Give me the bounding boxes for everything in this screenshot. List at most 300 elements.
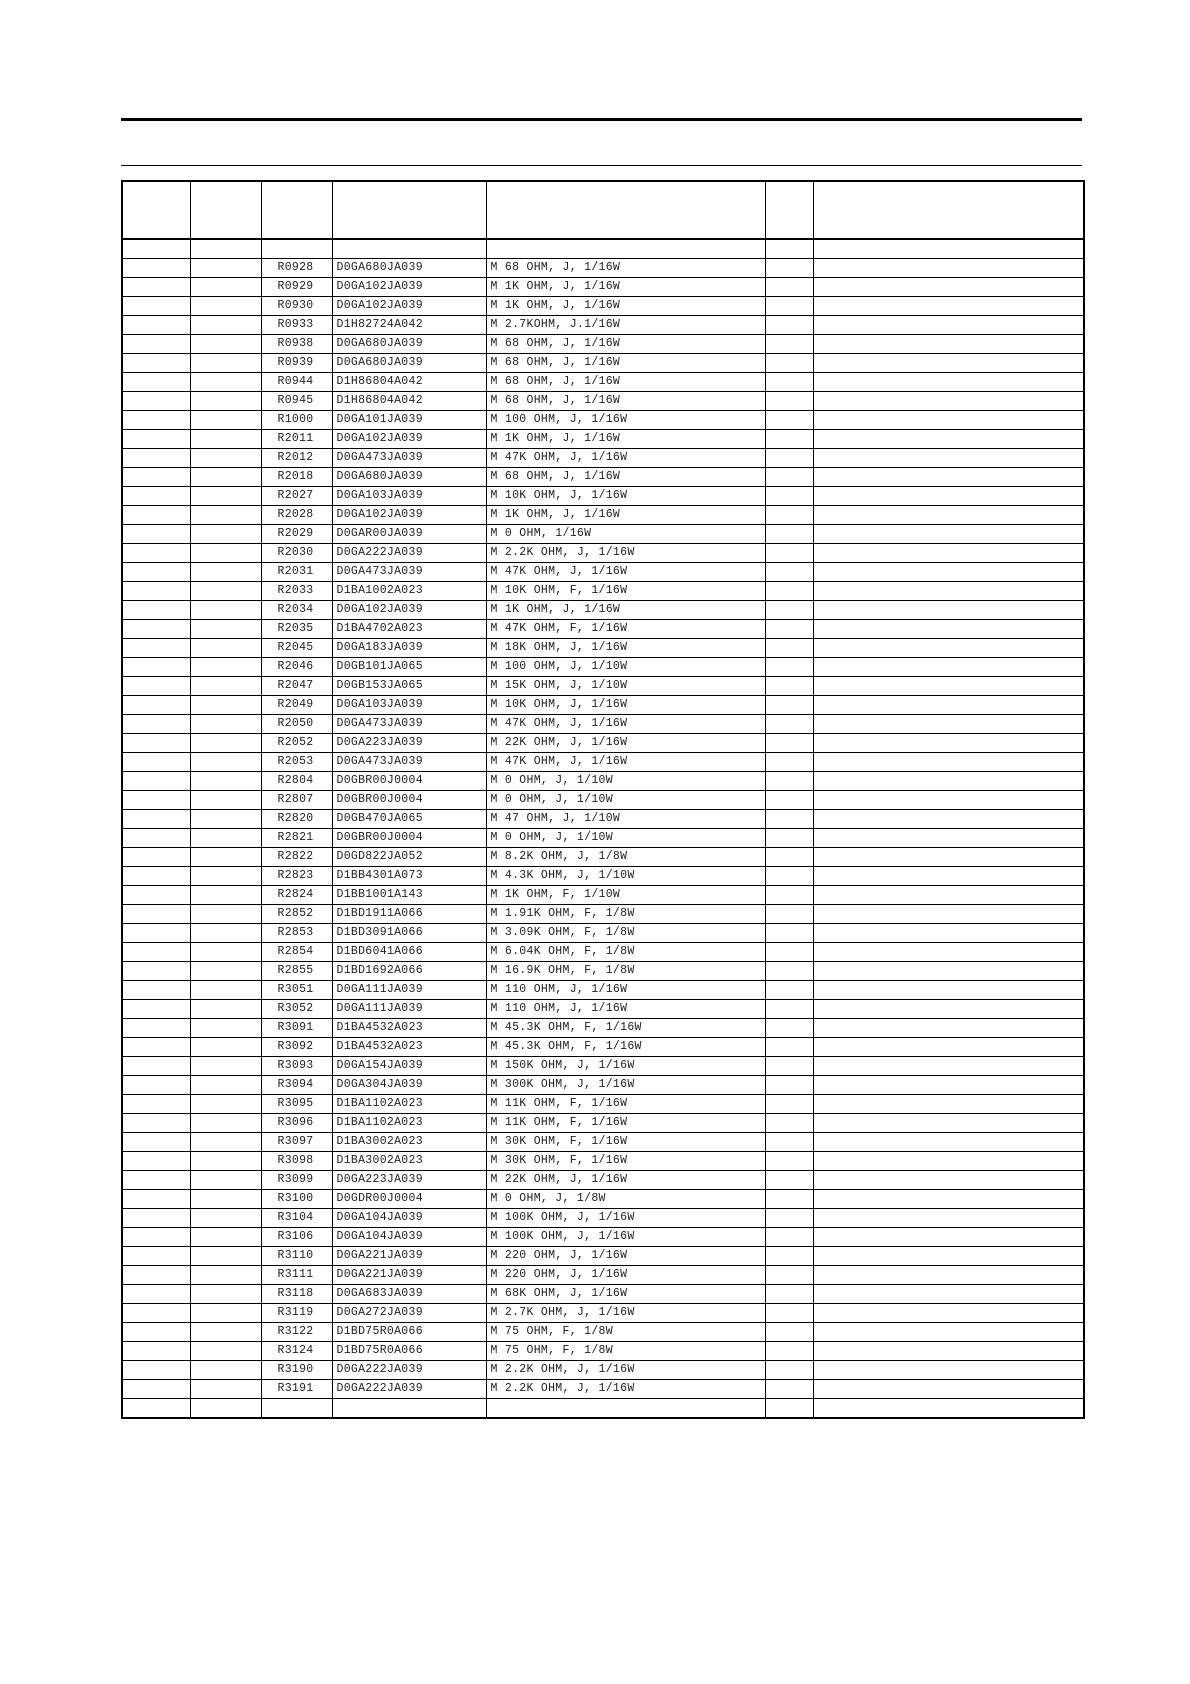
description-cell: M 47 OHM, J, 1/10W (486, 810, 765, 829)
table-row (122, 373, 1084, 392)
description-cell: M 15K OHM, J, 1/10W (486, 677, 765, 696)
empty-cell (122, 506, 190, 525)
table-row (122, 1380, 1084, 1399)
empty-cell (122, 905, 190, 924)
empty-cell (190, 449, 261, 468)
empty-cell (813, 962, 1084, 981)
table-row (122, 734, 1084, 753)
table-row (122, 1076, 1084, 1095)
table-row (122, 1285, 1084, 1304)
description-cell: M 16.9K OHM, F, 1/8W (486, 962, 765, 981)
empty-cell (122, 696, 190, 715)
part-no-cell: D1BA4532A023 (332, 1019, 486, 1038)
empty-cell (813, 544, 1084, 563)
empty-cell (765, 1209, 813, 1228)
header-cell-6 (765, 181, 813, 239)
empty-cell (190, 1171, 261, 1190)
description-cell: M 0 OHM, J, 1/10W (486, 772, 765, 791)
ref-no-cell: R0938 (261, 335, 332, 354)
empty-cell (765, 848, 813, 867)
empty-cell (765, 582, 813, 601)
empty-cell (122, 1285, 190, 1304)
top-rule-thin (121, 165, 1082, 166)
ref-no-cell: R3092 (261, 1038, 332, 1057)
empty-cell (813, 943, 1084, 962)
table-row (122, 772, 1084, 791)
table-row (122, 1209, 1084, 1228)
empty-cell (813, 658, 1084, 677)
empty-cell (190, 1152, 261, 1171)
empty-cell (190, 810, 261, 829)
description-cell: M 47K OHM, F, 1/16W (486, 620, 765, 639)
part-no-cell: D0GA104JA039 (332, 1209, 486, 1228)
description-cell: M 0 OHM, J, 1/10W (486, 791, 765, 810)
table-row (122, 639, 1084, 658)
description-cell: M 68 OHM, J, 1/16W (486, 335, 765, 354)
table-row (122, 1228, 1084, 1247)
description-cell: M 1.91K OHM, F, 1/8W (486, 905, 765, 924)
table-row (122, 601, 1084, 620)
ref-no-cell: R0945 (261, 392, 332, 411)
part-no-cell: D0GB101JA065 (332, 658, 486, 677)
table-row (122, 563, 1084, 582)
empty-cell (765, 544, 813, 563)
empty-cell (813, 316, 1084, 335)
empty-cell (765, 1095, 813, 1114)
table-row (122, 791, 1084, 810)
description-cell: M 68K OHM, J, 1/16W (486, 1285, 765, 1304)
ref-no-cell: R1000 (261, 411, 332, 430)
table-row (122, 1247, 1084, 1266)
empty-cell (813, 506, 1084, 525)
table-row (122, 1152, 1084, 1171)
empty-cell (122, 487, 190, 506)
empty-cell (190, 1038, 261, 1057)
part-no-cell: D1H82724A042 (332, 316, 486, 335)
empty-cell (190, 1000, 261, 1019)
empty-cell (813, 848, 1084, 867)
empty-cell (765, 791, 813, 810)
empty-cell (765, 430, 813, 449)
ref-no-cell: R2852 (261, 905, 332, 924)
empty-cell (813, 449, 1084, 468)
empty-cell (190, 1190, 261, 1209)
ref-no-cell: R0930 (261, 297, 332, 316)
empty-cell (813, 1266, 1084, 1285)
empty-cell (765, 1057, 813, 1076)
description-cell: M 220 OHM, J, 1/16W (486, 1247, 765, 1266)
empty-cell (122, 1019, 190, 1038)
empty-cell (122, 753, 190, 772)
table-header-row (122, 181, 1084, 239)
empty-cell (332, 1399, 486, 1419)
ref-no-cell: R2053 (261, 753, 332, 772)
part-no-cell: D1BD1692A066 (332, 962, 486, 981)
ref-no-cell: R2029 (261, 525, 332, 544)
description-cell: M 30K OHM, F, 1/16W (486, 1152, 765, 1171)
empty-cell (122, 1266, 190, 1285)
empty-cell (813, 297, 1084, 316)
empty-cell (765, 297, 813, 316)
empty-cell (765, 1399, 813, 1419)
empty-cell (122, 1190, 190, 1209)
empty-cell (122, 1152, 190, 1171)
empty-cell (765, 278, 813, 297)
empty-cell (190, 1342, 261, 1361)
empty-cell (122, 525, 190, 544)
ref-no-cell: R3111 (261, 1266, 332, 1285)
table-row (122, 1342, 1084, 1361)
empty-cell (813, 1076, 1084, 1095)
empty-cell (122, 468, 190, 487)
description-cell: M 100K OHM, J, 1/16W (486, 1228, 765, 1247)
empty-cell (813, 601, 1084, 620)
empty-cell (813, 1228, 1084, 1247)
description-cell: M 100 OHM, J, 1/10W (486, 658, 765, 677)
empty-cell (765, 354, 813, 373)
empty-cell (122, 715, 190, 734)
part-no-cell: D1BA4532A023 (332, 1038, 486, 1057)
description-cell: M 1K OHM, J, 1/16W (486, 278, 765, 297)
empty-cell (813, 1000, 1084, 1019)
empty-cell (813, 1171, 1084, 1190)
table-row (122, 924, 1084, 943)
ref-no-cell: R3118 (261, 1285, 332, 1304)
ref-no-cell: R3190 (261, 1361, 332, 1380)
empty-cell (813, 1095, 1084, 1114)
ref-no-cell: R2046 (261, 658, 332, 677)
empty-cell (813, 1190, 1084, 1209)
empty-cell (190, 316, 261, 335)
part-no-cell: D1BD3091A066 (332, 924, 486, 943)
empty-cell (122, 791, 190, 810)
part-no-cell: D1BA1102A023 (332, 1095, 486, 1114)
empty-cell (190, 1323, 261, 1342)
description-cell: M 300K OHM, J, 1/16W (486, 1076, 765, 1095)
table-footer-row (122, 1399, 1084, 1419)
empty-cell (122, 1038, 190, 1057)
empty-cell (813, 753, 1084, 772)
ref-no-cell: R2824 (261, 886, 332, 905)
table-row (122, 525, 1084, 544)
header-cell-3 (261, 181, 332, 239)
part-no-cell: D0GA221JA039 (332, 1247, 486, 1266)
empty-cell (122, 924, 190, 943)
empty-cell (190, 1399, 261, 1419)
empty-cell (190, 981, 261, 1000)
empty-cell (765, 1285, 813, 1304)
empty-cell (765, 734, 813, 753)
empty-cell (765, 1247, 813, 1266)
description-cell: M 220 OHM, J, 1/16W (486, 1266, 765, 1285)
empty-cell (190, 411, 261, 430)
empty-cell (190, 487, 261, 506)
part-no-cell: D0GA104JA039 (332, 1228, 486, 1247)
part-no-cell: D0GA683JA039 (332, 1285, 486, 1304)
empty-cell (813, 1133, 1084, 1152)
table-row (122, 829, 1084, 848)
empty-cell (122, 1000, 190, 1019)
empty-cell (122, 1171, 190, 1190)
empty-cell (813, 829, 1084, 848)
ref-no-cell: R2012 (261, 449, 332, 468)
empty-cell (813, 582, 1084, 601)
empty-cell (122, 1361, 190, 1380)
empty-cell (190, 620, 261, 639)
part-no-cell: D0GA222JA039 (332, 1361, 486, 1380)
empty-cell (190, 1057, 261, 1076)
part-no-cell: D0GA103JA039 (332, 487, 486, 506)
description-cell: M 2.2K OHM, J, 1/16W (486, 544, 765, 563)
part-no-cell: D0GDR00J0004 (332, 1190, 486, 1209)
empty-cell (813, 1114, 1084, 1133)
empty-cell (813, 924, 1084, 943)
table-row (122, 658, 1084, 677)
empty-cell (765, 677, 813, 696)
ref-no-cell: R2823 (261, 867, 332, 886)
table-row (122, 335, 1084, 354)
empty-cell (765, 696, 813, 715)
table-row (122, 848, 1084, 867)
empty-cell (122, 1247, 190, 1266)
ref-no-cell: R0933 (261, 316, 332, 335)
ref-no-cell: R2011 (261, 430, 332, 449)
table-row (122, 506, 1084, 525)
part-no-cell: D1BA3002A023 (332, 1152, 486, 1171)
table-row (122, 449, 1084, 468)
description-cell: M 30K OHM, F, 1/16W (486, 1133, 765, 1152)
ref-no-cell: R2047 (261, 677, 332, 696)
description-cell: M 3.09K OHM, F, 1/8W (486, 924, 765, 943)
ref-no-cell: R3052 (261, 1000, 332, 1019)
empty-cell (765, 1361, 813, 1380)
part-no-cell: D0GAR00JA039 (332, 525, 486, 544)
description-cell: M 47K OHM, J, 1/16W (486, 753, 765, 772)
part-no-cell: D0GA111JA039 (332, 1000, 486, 1019)
description-cell: M 75 OHM, F, 1/8W (486, 1342, 765, 1361)
empty-cell (813, 1209, 1084, 1228)
table-row (122, 1304, 1084, 1323)
empty-cell (813, 1304, 1084, 1323)
ref-no-cell: R2050 (261, 715, 332, 734)
empty-cell (813, 620, 1084, 639)
description-cell: M 68 OHM, J, 1/16W (486, 373, 765, 392)
description-cell: M 2.7KOHM, J.1/16W (486, 316, 765, 335)
table-row (122, 278, 1084, 297)
ref-no-cell: R2822 (261, 848, 332, 867)
empty-cell (813, 1057, 1084, 1076)
empty-cell (765, 601, 813, 620)
table-row (122, 430, 1084, 449)
empty-cell (765, 639, 813, 658)
empty-cell (190, 1133, 261, 1152)
empty-cell (190, 886, 261, 905)
empty-cell (813, 430, 1084, 449)
empty-cell (190, 1247, 261, 1266)
empty-cell (765, 620, 813, 639)
table-row (122, 487, 1084, 506)
empty-cell (813, 677, 1084, 696)
description-cell: M 18K OHM, J, 1/16W (486, 639, 765, 658)
empty-cell (765, 468, 813, 487)
ref-no-cell: R2031 (261, 563, 332, 582)
ref-no-cell: R2804 (261, 772, 332, 791)
ref-no-cell: R3097 (261, 1133, 332, 1152)
empty-cell (765, 867, 813, 886)
table-row (122, 582, 1084, 601)
empty-cell (190, 1266, 261, 1285)
part-no-cell: D0GA183JA039 (332, 639, 486, 658)
empty-cell (813, 1247, 1084, 1266)
part-no-cell: D0GA222JA039 (332, 1380, 486, 1399)
empty-cell (122, 1114, 190, 1133)
description-cell: M 10K OHM, J, 1/16W (486, 487, 765, 506)
empty-cell (765, 1019, 813, 1038)
empty-cell (765, 373, 813, 392)
part-no-cell: D1BA3002A023 (332, 1133, 486, 1152)
empty-cell (190, 373, 261, 392)
empty-cell (190, 1209, 261, 1228)
ref-no-cell: R0928 (261, 259, 332, 278)
table-row (122, 886, 1084, 905)
empty-cell (261, 1399, 332, 1419)
empty-cell (813, 563, 1084, 582)
description-cell: M 1K OHM, J, 1/16W (486, 430, 765, 449)
empty-cell (190, 506, 261, 525)
ref-no-cell: R3091 (261, 1019, 332, 1038)
empty-cell (813, 734, 1084, 753)
empty-cell (190, 677, 261, 696)
description-cell: M 150K OHM, J, 1/16W (486, 1057, 765, 1076)
empty-cell (190, 1304, 261, 1323)
empty-cell (122, 772, 190, 791)
empty-cell (122, 582, 190, 601)
empty-cell (765, 772, 813, 791)
empty-cell (190, 354, 261, 373)
table-row (122, 468, 1084, 487)
empty-cell (765, 1152, 813, 1171)
part-no-cell: D0GA272JA039 (332, 1304, 486, 1323)
part-no-cell: D1BA1102A023 (332, 1114, 486, 1133)
table-row (122, 867, 1084, 886)
empty-cell (813, 1285, 1084, 1304)
part-no-cell: D0GB153JA065 (332, 677, 486, 696)
table-row (122, 696, 1084, 715)
header-cell-4 (332, 181, 486, 239)
ref-no-cell: R3100 (261, 1190, 332, 1209)
empty-cell (122, 829, 190, 848)
empty-cell (190, 1228, 261, 1247)
empty-cell (765, 1304, 813, 1323)
empty-cell (122, 1304, 190, 1323)
empty-cell (122, 259, 190, 278)
part-no-cell: D0GA304JA039 (332, 1076, 486, 1095)
ref-no-cell: R3106 (261, 1228, 332, 1247)
description-cell: M 2.2K OHM, J, 1/16W (486, 1380, 765, 1399)
table-row (122, 1361, 1084, 1380)
table-row (122, 981, 1084, 1000)
description-cell: M 10K OHM, J, 1/16W (486, 696, 765, 715)
empty-cell (190, 525, 261, 544)
empty-cell (122, 544, 190, 563)
description-cell: M 100K OHM, J, 1/16W (486, 1209, 765, 1228)
empty-cell (765, 753, 813, 772)
description-cell: M 68 OHM, J, 1/16W (486, 354, 765, 373)
part-no-cell: D0GA102JA039 (332, 278, 486, 297)
empty-cell (190, 791, 261, 810)
part-no-cell: D0GB470JA065 (332, 810, 486, 829)
table-row (122, 1095, 1084, 1114)
empty-cell (190, 829, 261, 848)
ref-no-cell: R2028 (261, 506, 332, 525)
part-no-cell: D0GA154JA039 (332, 1057, 486, 1076)
description-cell: M 1K OHM, F, 1/10W (486, 886, 765, 905)
empty-cell (813, 639, 1084, 658)
description-cell: M 11K OHM, F, 1/16W (486, 1095, 765, 1114)
empty-cell (190, 297, 261, 316)
empty-cell (765, 981, 813, 1000)
empty-cell (813, 715, 1084, 734)
part-no-cell: D1H86804A042 (332, 392, 486, 411)
table-row (122, 905, 1084, 924)
empty-cell (190, 734, 261, 753)
description-cell: M 0 OHM, 1/16W (486, 525, 765, 544)
empty-cell (190, 867, 261, 886)
table-row (122, 392, 1084, 411)
empty-cell (190, 1114, 261, 1133)
description-cell: M 47K OHM, J, 1/16W (486, 563, 765, 582)
empty-cell (765, 715, 813, 734)
empty-cell (765, 316, 813, 335)
empty-cell (122, 658, 190, 677)
empty-cell (122, 411, 190, 430)
empty-cell (765, 392, 813, 411)
description-cell: M 2.7K OHM, J, 1/16W (486, 1304, 765, 1323)
empty-cell (765, 658, 813, 677)
empty-cell (190, 905, 261, 924)
part-no-cell: D1BB4301A073 (332, 867, 486, 886)
part-no-cell: D0GA101JA039 (332, 411, 486, 430)
table-row (122, 259, 1084, 278)
empty-cell (813, 696, 1084, 715)
part-no-cell: D1BA4702A023 (332, 620, 486, 639)
ref-no-cell: R3094 (261, 1076, 332, 1095)
empty-cell (765, 411, 813, 430)
empty-cell (813, 354, 1084, 373)
empty-cell (190, 1380, 261, 1399)
empty-cell (190, 1019, 261, 1038)
empty-cell (190, 601, 261, 620)
header-cell-5 (486, 181, 765, 239)
empty-cell (122, 1228, 190, 1247)
description-cell: M 47K OHM, J, 1/16W (486, 449, 765, 468)
empty-cell (190, 943, 261, 962)
empty-cell (122, 316, 190, 335)
ref-no-cell: R2821 (261, 829, 332, 848)
table-row (122, 411, 1084, 430)
empty-cell (765, 1038, 813, 1057)
ref-no-cell: R3110 (261, 1247, 332, 1266)
part-no-cell: D0GA102JA039 (332, 430, 486, 449)
empty-cell (190, 1285, 261, 1304)
empty-cell (813, 905, 1084, 924)
description-cell: M 45.3K OHM, F, 1/16W (486, 1019, 765, 1038)
top-rule-thick (121, 118, 1082, 121)
empty-cell (122, 1095, 190, 1114)
ref-no-cell: R0929 (261, 278, 332, 297)
table-row (122, 1171, 1084, 1190)
part-no-cell: D0GA473JA039 (332, 753, 486, 772)
